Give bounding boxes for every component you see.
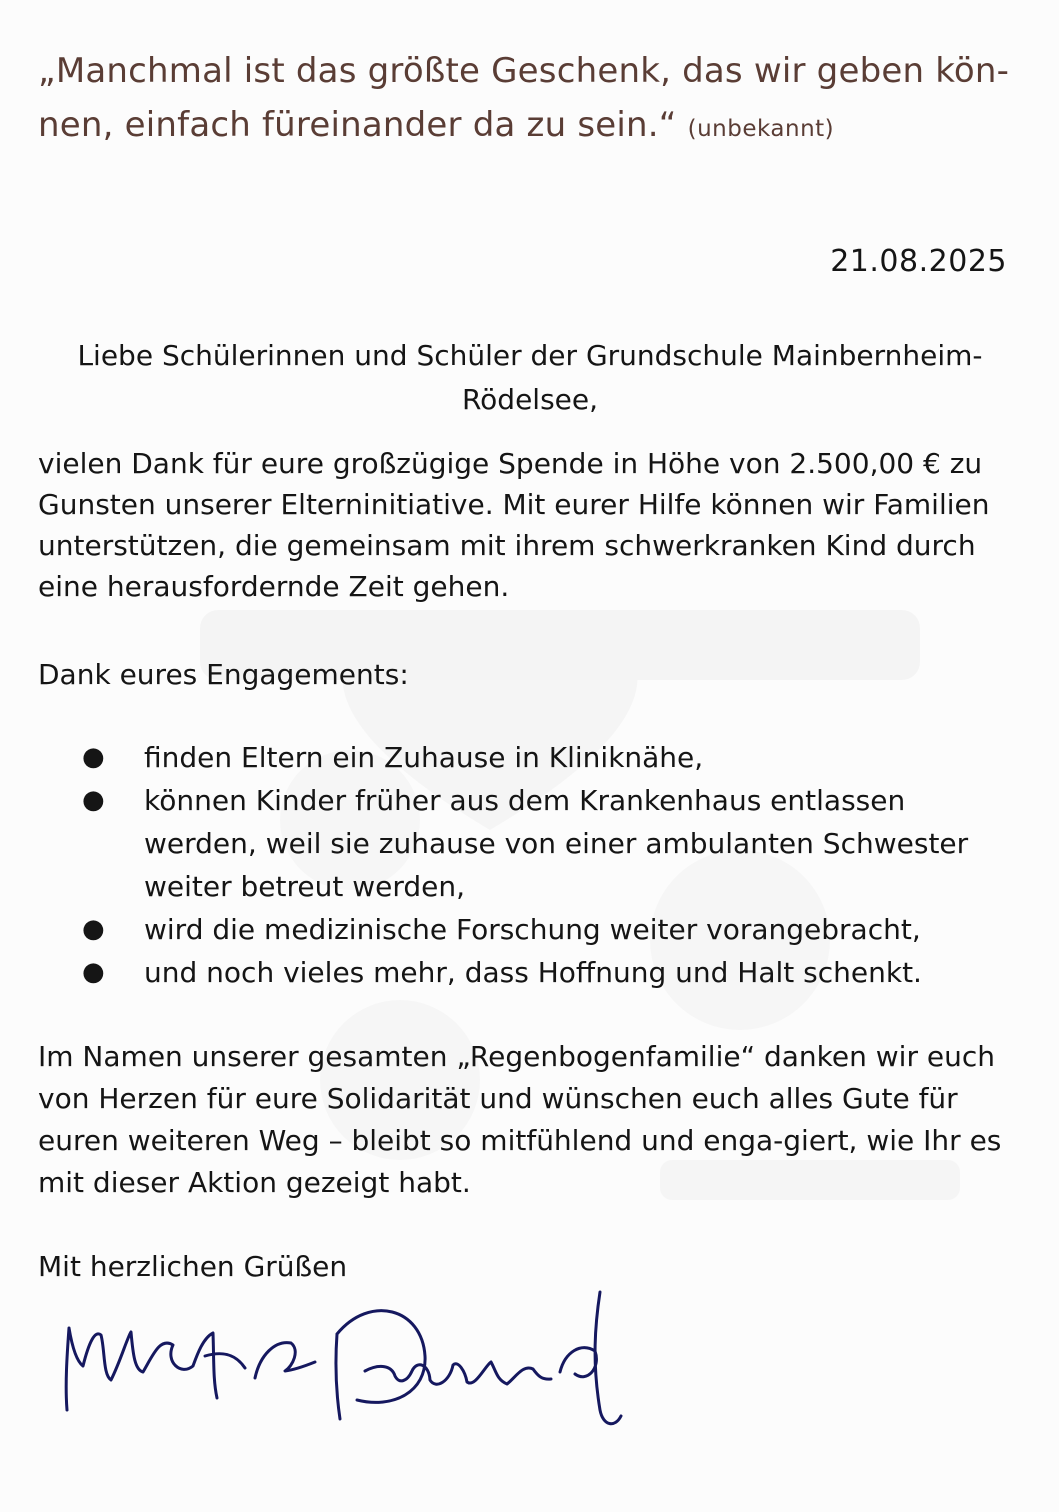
bullet-icon: ●	[82, 957, 105, 987]
list-item	[82, 951, 1022, 994]
list-item	[82, 908, 1022, 951]
bullet-icon: ●	[82, 914, 105, 944]
paragraph-engagement-intro: Dank eures Engagements:	[38, 658, 409, 691]
salutation-line-1: Liebe Schülerinnen und Schüler der Grundschule Mainbernheim-	[77, 339, 983, 372]
list-item-text: und noch vieles mehr, dass Hoffnung und Halt schenkt.	[144, 956, 922, 989]
quote-text-end: nen, einfach füreinander da zu sein.“	[38, 105, 677, 145]
letter-date: 21.08.2025	[830, 244, 1007, 279]
quote-line-2	[38, 98, 1028, 156]
list-item	[82, 779, 1022, 908]
paragraph-closing-thanks: Im Namen unserer gesamten „Regenbogenfamilie“ danken wir euch von Herzen für eure Solidarität und wünschen euch alles Gute für euren weiteren Weg – bleibt so mitfühlend und enga-giert, wie Ihr es mit dieser Aktion gezeigt habt.	[38, 1040, 1002, 1199]
handwritten-signature-icon	[55, 1280, 635, 1455]
closing-greeting: Mit herzlichen Grüßen	[38, 1250, 348, 1283]
list-item	[82, 736, 1022, 779]
paragraph-donation-thanks: vielen Dank für eure großzügige Spende in Höhe von 2.500,00 € zu Gunsten unserer Elterninitiative. Mit eurer Hilfe können wir Familien unterstützen, die gemeinsam mit ihrem schwerkranken Kind durch eine herausfordernde Zeit gehen.	[38, 447, 990, 603]
salutation	[40, 334, 1020, 422]
engagement-list	[82, 736, 1022, 994]
list-item-text: wird die medizinische Forschung weiter vorangebracht,	[144, 913, 921, 946]
list-item-text: finden Eltern ein Zuhause in Kliniknähe,	[144, 741, 704, 774]
bullet-icon: ●	[82, 785, 105, 815]
quote-line-1: „Manchmal ist das größte Geschenk, das wir geben kön-	[38, 51, 1010, 91]
list-item-text: können Kinder früher aus dem Krankenhaus entlassen werden, weil sie zuhause von einer ambulanten Schwester weiter betreut werden,	[144, 784, 969, 903]
bullet-icon: ●	[82, 742, 105, 772]
salutation-line-2: Rödelsee,	[461, 383, 599, 416]
quote-author: (unbekannt)	[687, 116, 835, 142]
quote-block	[38, 44, 1028, 156]
